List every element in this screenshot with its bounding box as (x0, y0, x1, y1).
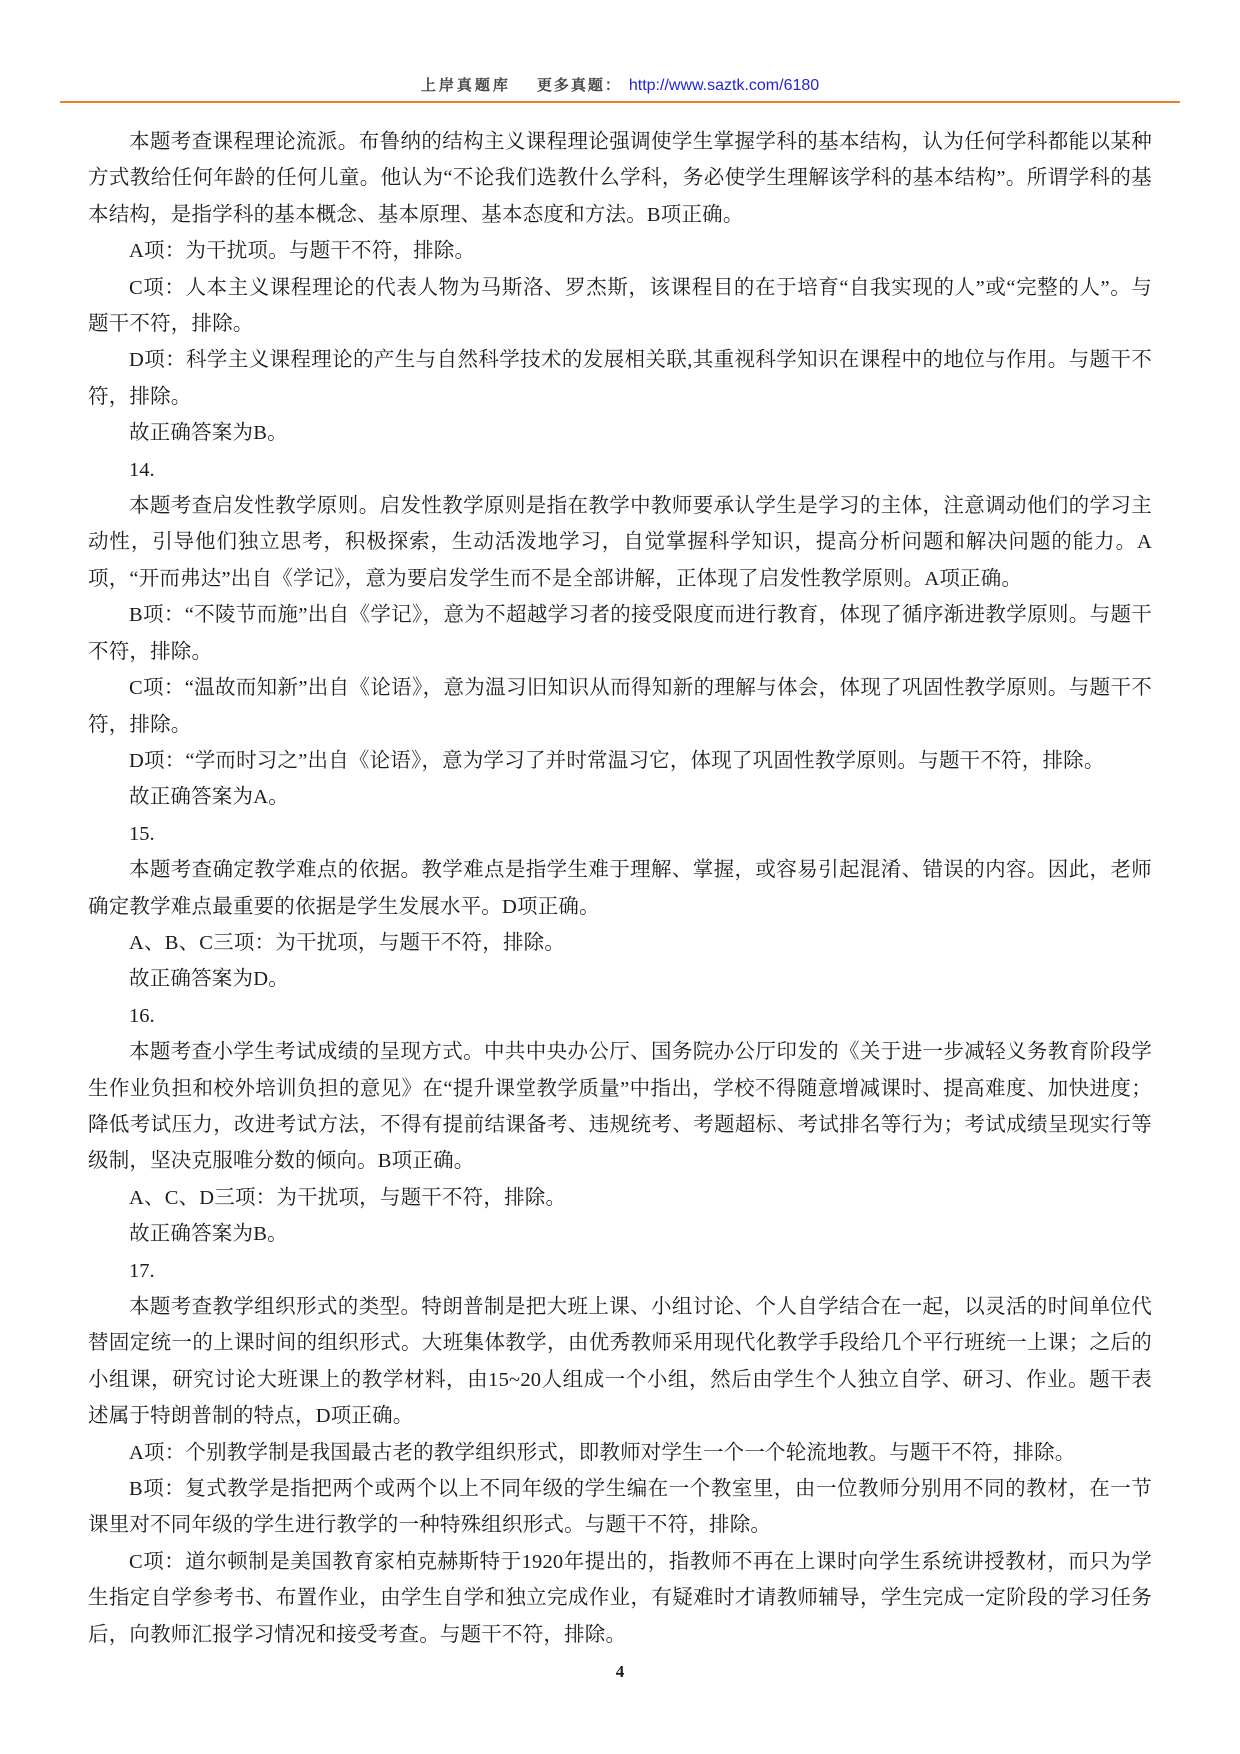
body-paragraph: B项：复式教学是指把两个或两个以上不同年级的学生编在一个教室里，由一位教师分别用不同的教材，在一节课里对不同年级的学生进行教学的一种特殊组织形式。与题干不符，排除。 (88, 1478, 1152, 1537)
header-divider (60, 101, 1180, 103)
body-paragraph: 本题考查启发性教学原则。启发性教学原则是指在教学中教师要承认学生是学习的主体，注意调动他们的学习主动性，引导他们独立思考，积极探索，生动活泼地学习，自觉掌握科学知识，提高分析问题和解决问题的能力。A项，“开而弗达”出自《学记》，意为要启发学生而不是全部讲解，正体现了启发性教学原则。A项正确。 (88, 495, 1152, 590)
question-number: 17. (129, 1259, 155, 1282)
body-paragraph: A项：为干扰项。与题干不符，排除。 (129, 240, 476, 263)
header-brand: 上岸真题库 (420, 78, 511, 94)
body-paragraph: C项：人本主义课程理论的代表人物为马斯洛、罗杰斯，该课程目的在于培育“自我实现的人”或“完整的人”。与题干不符，排除。 (88, 276, 1152, 336)
body-paragraph: B项：“不陵节而施”出自《学记》，意为不超越学习者的接受限度而进行教育，体现了循序渐进教学原则。与题干不符，排除。 (88, 604, 1152, 663)
body-paragraph: 故正确答案为B。 (129, 422, 288, 445)
question-number: 14. (129, 458, 155, 481)
header-url-link[interactable]: http://www.saztk.com/6180 (628, 77, 820, 94)
header-more-label: 更多真题： (536, 78, 622, 94)
body-paragraph: C项：“温故而知新”出自《论语》，意为温习旧知识从而得知新的理解与体会，体现了巩固性教学原则。与题干不符，排除。 (88, 677, 1152, 736)
body-paragraph: A、C、D三项：为干扰项，与题干不符，排除。 (129, 1186, 567, 1209)
body-paragraph: 本题考查教学组织形式的类型。特朗普制是把大班上课、小组讨论、个人自学结合在一起，以灵活的时间单位代替固定统一的上课时间的组织形式。大班集体教学，由优秀教师采用现代化教学手段给几个平行班统一上课；之后的小组课，研究讨论大班课上的教学材料，由15~20人组成一个小组，然后由学生个人独立自学、研习、作业。题干表述属于特朗普制的特点，D项正确。 (88, 1296, 1152, 1428)
body-paragraph: 本题考查确定教学难点的依据。教学难点是指学生难于理解、掌握，或容易引起混淆、错误的内容。因此，老师确定教学难点最重要的依据是学生发展水平。D项正确。 (88, 859, 1152, 918)
document-body (88, 124, 1152, 1653)
body-paragraph: D项：“学而时习之”出自《论语》，意为学习了并时常温习它，体现了巩固性教学原则。与题干不符，排除。 (129, 749, 1105, 772)
body-paragraph: 本题考查小学生考试成绩的呈现方式。中共中央办公厅、国务院办公厅印发的《关于进一步减轻义务教育阶段学生作业负担和校外培训负担的意见》在“提升课堂教学质量”中指出，学校不得随意增减课时、提高难度、加快进度；降低考试压力，改进考试方法，不得有提前结课备考、违规统考、考题超标、考试排名等行为；考试成绩呈现实行等级制，坚决克服唯分数的倾向。B项正确。 (88, 1041, 1152, 1173)
body-paragraph: A、B、C三项：为干扰项，与题干不符，排除。 (129, 931, 566, 954)
body-paragraph: 本题考查课程理论流派。布鲁纳的结构主义课程理论强调使学生掌握学科的基本结构，认为任何学科都能以某种方式教给任何年龄的任何儿童。他认为“不论我们选教什么学科，务必使学生理解该学科的基本结构”。所谓学科的基本结构，是指学科的基本概念、基本原理、基本态度和方法。B项正确。 (88, 131, 1152, 226)
body-paragraph: A项：个别教学制是我国最古老的教学组织形式，即教师对学生一个一个轮流地教。与题干不符，排除。 (129, 1441, 1076, 1464)
body-paragraph: 故正确答案为D。 (129, 968, 289, 991)
body-paragraph: C项：道尔顿制是美国教育家柏克赫斯特于1920年提出的，指教师不再在上课时向学生系统讲授教材，而只为学生指定自学参考书、布置作业，由学生自学和独立完成作业，有疑难时才请教师辅导，学生完成一定阶段的学习任务后，向教师汇报学习情况和接受考查。与题干不符，排除。 (88, 1550, 1152, 1646)
question-number: 15. (129, 822, 155, 845)
body-paragraph: D项：科学主义课程理论的产生与自然科学技术的发展相关联,其重视科学知识在课程中的地位与作用。与题干不符，排除。 (88, 349, 1152, 408)
question-number: 16. (129, 1004, 155, 1027)
body-paragraph: 故正确答案为A。 (129, 786, 289, 809)
body-paragraph: 故正确答案为B。 (129, 1223, 288, 1246)
page-number: 4 (615, 1662, 625, 1681)
